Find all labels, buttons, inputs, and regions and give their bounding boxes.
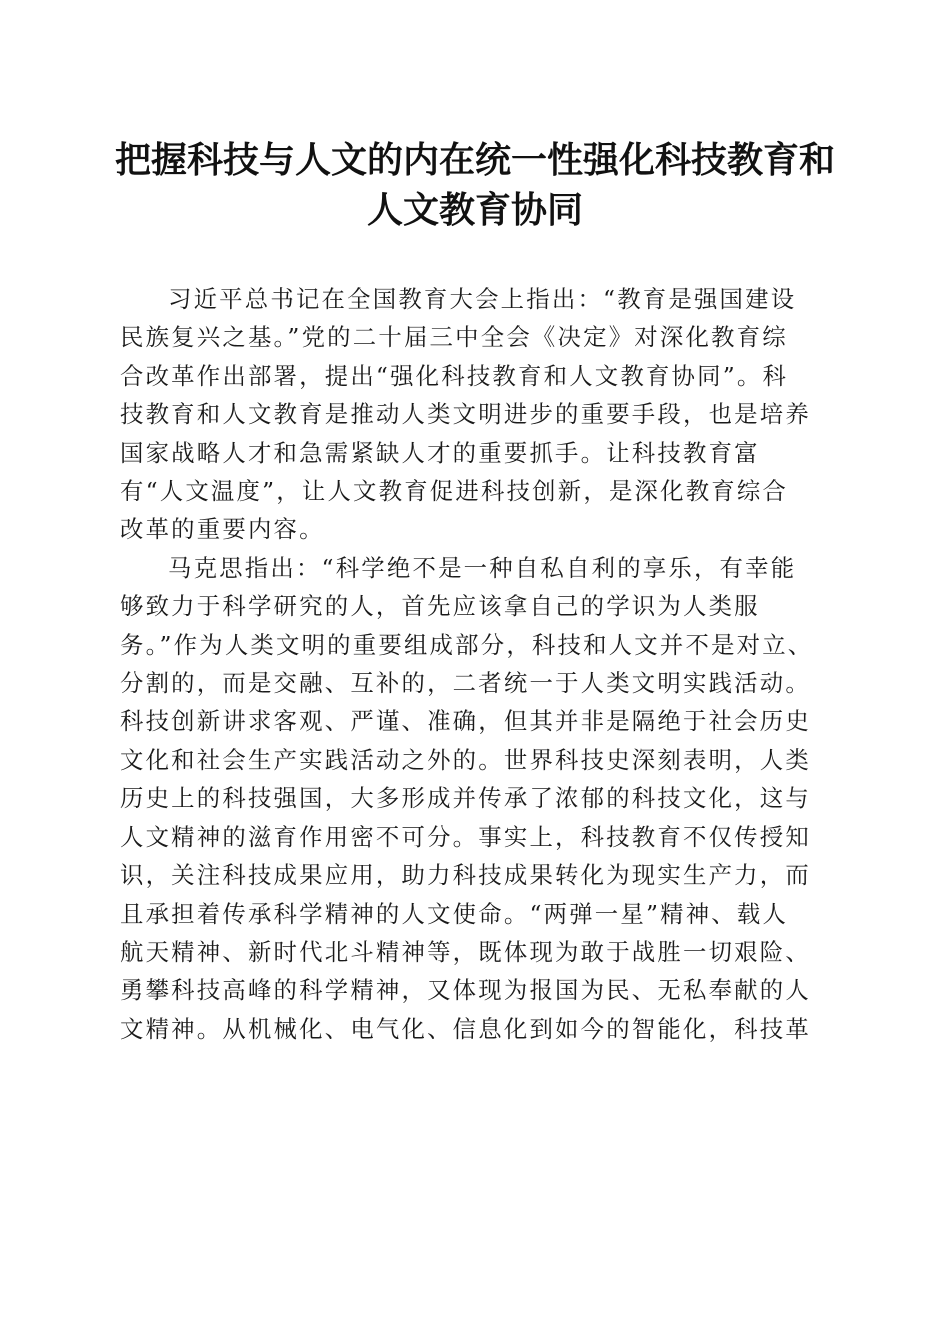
paragraph-line: 历史上的科技强国，大多形成并传承了浓郁的科技文化，这与	[120, 784, 811, 813]
paragraph-line: 文化和社会生产实践活动之外的。世界科技史深刻表明，人类	[120, 745, 811, 774]
paragraph-line: 且承担着传承科学精神的人文使命。“两弹一星”精神、载人	[120, 899, 789, 928]
title-line-2: 人文教育协同	[366, 189, 583, 231]
paragraph-line: 国家战略人才和急需紧缺人才的重要抓手。让科技教育富	[120, 438, 760, 467]
paragraph-line: 有“人文温度”，让人文教育促进科技创新，是深化教育综合	[120, 477, 789, 506]
paragraph-line: 科技创新讲求客观、严谨、准确，但其并非是隔绝于社会历史	[120, 707, 811, 736]
paragraph-line: 分割的，而是交融、互补的，二者统一于人类文明实践活动。	[120, 669, 811, 698]
paragraph-2	[120, 549, 832, 1048]
paragraph-line: 识，关注科技成果应用，助力科技成果转化为现实生产力，而	[120, 861, 811, 890]
paragraph-line: 民族复兴之基。”党的二十届三中全会《决定》对深化教育综	[120, 323, 788, 352]
paragraph-line: 技教育和人文教育是推动人类文明进步的重要手段，也是培养	[120, 400, 811, 429]
document-body	[120, 280, 832, 1048]
paragraph-line: 文精神。从机械化、电气化、信息化到如今的智能化，科技革	[120, 1014, 811, 1043]
paragraph-line: 务。”作为人类文明的重要组成部分，科技和人文并不是对立、	[120, 630, 814, 659]
paragraph-line: 马克思指出：“科学绝不是一种自私自利的享乐，有幸能	[168, 553, 797, 582]
paragraph-line: 勇攀科技高峰的科学精神，又体现为报国为民、无私奉献的人	[120, 976, 811, 1005]
paragraph-1	[120, 280, 832, 549]
paragraph-line: 人文精神的滋育作用密不可分。事实上，科技教育不仅传授知	[120, 822, 811, 851]
paragraph-line: 改革的重要内容。	[120, 515, 325, 544]
paragraph-line: 够致力于科学研究的人，首先应该拿自己的学识为人类服	[120, 592, 760, 621]
paragraph-line: 航天精神、新时代北斗精神等，既体现为敢于战胜一切艰险、	[120, 937, 811, 966]
paragraph-line: 习近平总书记在全国教育大会上指出：“教育是强国建设	[168, 285, 797, 313]
paragraph-line: 合改革作出部署，提出“强化科技教育和人文教育协同”。科	[120, 361, 789, 390]
title-line-1: 把握科技与人文的内在统一性强化科技教育和	[114, 139, 835, 181]
document-title	[100, 135, 850, 235]
